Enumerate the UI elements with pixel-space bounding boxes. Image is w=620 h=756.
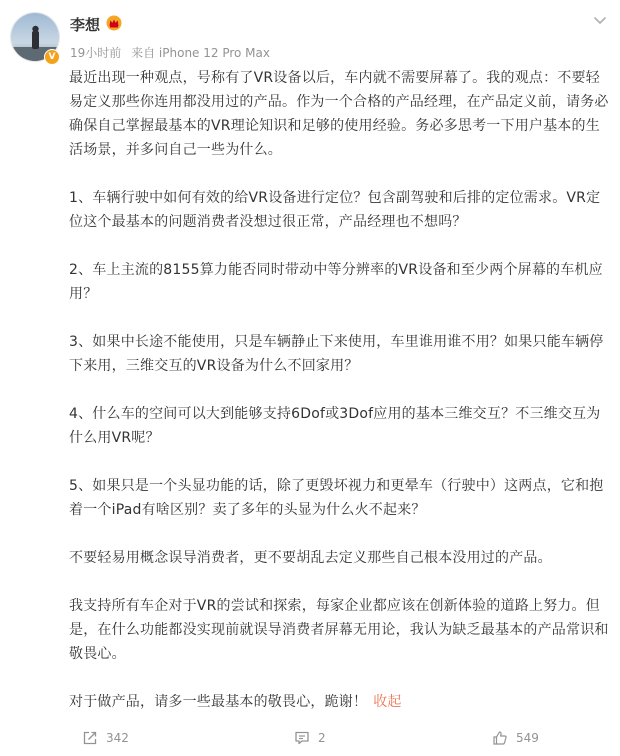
comment-button[interactable] — [294, 730, 326, 746]
post-paragraph: 4、什么车的空间可以大到能够支持6Dof或3Dof应用的基本三维交互？不三维交互为什么用VR呢？ — [69, 406, 601, 446]
comment-count: 2 — [318, 731, 326, 745]
post-content — [69, 66, 609, 714]
collapse-link[interactable]: 收起 — [373, 694, 402, 710]
post-paragraph: 我支持所有车企对于VR的尝试和探索，每家企业都应该在创新体验的道路上努力。但是，在什么功能都没实现前就误导消费者屏幕无用论，我认为缺乏最基本的产品常识和敬畏心。 — [69, 598, 609, 662]
thumbs-up-icon — [492, 730, 508, 746]
share-icon — [82, 730, 98, 746]
comment-icon — [294, 730, 310, 746]
like-button[interactable] — [492, 730, 539, 746]
post-last-paragraph — [69, 690, 609, 714]
member-crown-icon[interactable] — [106, 15, 122, 31]
post-source: 来自 iPhone 12 Pro Max — [131, 46, 270, 60]
post-paragraph: 不要轻易用概念误导消费者，更不要胡乱去定义那些自己根本没用过的产品。 — [69, 550, 552, 566]
post-paragraph: 1、车辆行驶中如何有效的给VR设备进行定位？包含副驾驶和后排的定位需求。VR定位这个最基本的问题消费者没想过很正常，产品经理也不想吗？ — [69, 190, 601, 230]
post-paragraph: 2、车上主流的8155算力能否同时带动中等分辨率的VR设备和至少两个屏幕的车机应用？ — [69, 262, 603, 302]
post-paragraph: 3、如果中长途不能使用，只是车辆静止下来使用，车里谁用谁不用？如果只能车辆停下来用，三维交互的VR设备为什么不回家用？ — [69, 334, 604, 374]
post-paragraph-text: 对于做产品，请多一些最基本的敬畏心，跪谢！ — [69, 694, 368, 710]
post-time[interactable]: 19小时前 — [70, 46, 122, 60]
like-count: 549 — [516, 731, 539, 745]
share-count: 342 — [106, 731, 129, 745]
post-paragraph: 5、如果只是一个头显功能的话，除了更毁坏视力和更晕车（行驶中）这两点，它和抱着一个iPad有啥区别？卖了多年的头显为什么火不起来？ — [69, 478, 604, 518]
verified-v-icon: V — [44, 49, 60, 65]
share-button[interactable] — [82, 730, 129, 746]
action-bar — [0, 726, 620, 756]
author-name[interactable]: 李想 — [70, 16, 101, 34]
post-meta — [70, 44, 276, 61]
chevron-down-icon[interactable] — [592, 12, 608, 28]
post-paragraph: 最近出现一种观点，号称有了VR设备以后，车内就不需要屏幕了。我的观点：不要轻易定义那些你连用都没用过的产品。作为一个合格的产品经理，在产品定义前，请务必确保自己掌握最基本的VR理论知识和足够的使用经验。务必多思考一下用户基本的生活场景，并多问自己一些为什么。 — [69, 70, 609, 158]
